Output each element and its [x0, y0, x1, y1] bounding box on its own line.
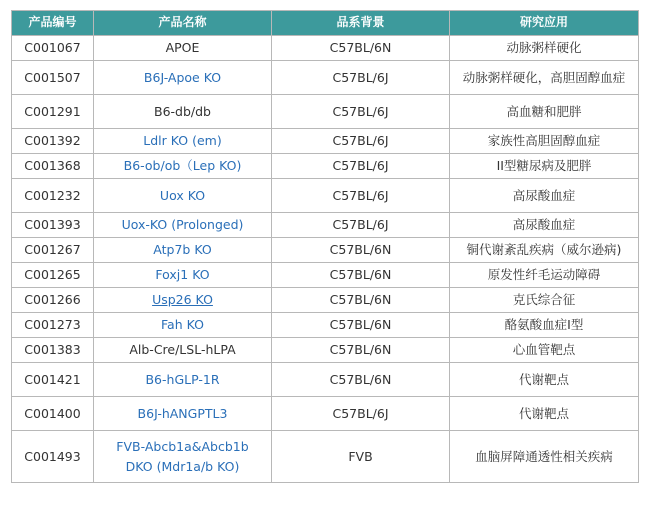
application-cell: [450, 213, 639, 238]
strain: C57BL/6J: [272, 213, 450, 238]
application-cell: [450, 397, 639, 431]
application-cell: [450, 95, 639, 129]
header-strain-background: 品系背景: [272, 11, 450, 36]
product-name-cell: [94, 95, 272, 129]
strain: C57BL/6N: [272, 338, 450, 363]
product-code: C001368: [12, 154, 94, 179]
product-name-cell: [94, 288, 272, 313]
table-row: [12, 154, 639, 179]
strain: FVB: [272, 431, 450, 483]
application-cell: [450, 363, 639, 397]
product-name-link[interactable]: Uox KO: [159, 187, 206, 203]
table-row: [12, 431, 639, 483]
product-code: C001232: [12, 179, 94, 213]
table-row: [12, 397, 639, 431]
product-name-cell: [94, 213, 272, 238]
application: 高尿酸血症: [512, 187, 576, 203]
product-name: Alb-Cre/LSL-hLPA: [129, 342, 236, 357]
product-code: C001067: [12, 36, 94, 61]
application-cell: [450, 36, 639, 61]
application: 心血管靶点: [512, 342, 576, 357]
strain: C57BL/6J: [272, 154, 450, 179]
application-cell: [450, 338, 639, 363]
product-name-cell: [94, 238, 272, 263]
product-code: C001421: [12, 363, 94, 397]
strain: C57BL/6N: [272, 263, 450, 288]
application: II型糖尿病及肥胖: [496, 158, 592, 173]
application-cell: [450, 263, 639, 288]
product-name-link[interactable]: B6-ob/ob（Lep KO): [123, 158, 242, 173]
product-code: C001507: [12, 61, 94, 95]
strain: C57BL/6N: [272, 288, 450, 313]
product-name-link[interactable]: B6J-Apoe KO: [143, 69, 222, 85]
product-code: C001266: [12, 288, 94, 313]
product-code: C001493: [12, 431, 94, 483]
application-cell: [450, 313, 639, 338]
application: 家族性高胆固醇血症: [487, 133, 601, 148]
table-row: [12, 288, 639, 313]
product-table: [11, 10, 639, 483]
product-name-link[interactable]: Ldlr KO (em): [143, 133, 222, 148]
table-row: [12, 263, 639, 288]
application: 铜代谢紊乱疾病（威尔逊病): [466, 242, 622, 257]
application-cell: [450, 179, 639, 213]
product-name-link-line1[interactable]: FVB-Abcb1a&Abcb1b: [116, 438, 249, 454]
application-cell: [450, 238, 639, 263]
application: 动脉粥样硬化，高胆固醇血症: [462, 69, 626, 85]
product-name-cell: [94, 61, 272, 95]
product-name-cell: [94, 263, 272, 288]
product-code: C001383: [12, 338, 94, 363]
product-code: C001265: [12, 263, 94, 288]
table-row: [12, 338, 639, 363]
product-code: C001291: [12, 95, 94, 129]
product-name-cell: [94, 129, 272, 154]
product-code: C001267: [12, 238, 94, 263]
product-name-link[interactable]: Uox-KO (Prolonged): [121, 217, 244, 232]
application: 克氏综合征: [512, 292, 576, 307]
product-name-link[interactable]: B6-hGLP-1R: [145, 371, 220, 387]
product-code: C001392: [12, 129, 94, 154]
application-cell: [450, 154, 639, 179]
strain: C57BL/6N: [272, 313, 450, 338]
strain: C57BL/6N: [272, 238, 450, 263]
table-row: [12, 363, 639, 397]
application: 酪氨酸血症Ⅰ型: [504, 317, 584, 332]
product-name-link[interactable]: Foxj1 KO: [155, 267, 210, 282]
product-name-cell: [94, 363, 272, 397]
product-name-cell: [94, 431, 272, 483]
application-cell: [450, 129, 639, 154]
product-code: C001400: [12, 397, 94, 431]
table-row: [12, 95, 639, 129]
product-name: B6-db/db: [154, 103, 211, 119]
product-code: C001273: [12, 313, 94, 338]
table-row: [12, 179, 639, 213]
table-row: [12, 238, 639, 263]
table-row: [12, 129, 639, 154]
application: 高血糖和肥胖: [506, 103, 582, 119]
table-row: [12, 313, 639, 338]
application: 血脑屏障通透性相关疾病: [475, 448, 613, 464]
product-name-link[interactable]: Usp26 KO: [152, 292, 213, 307]
product-name-cell: [94, 36, 272, 61]
table-row: [12, 36, 639, 61]
strain: C57BL/6N: [272, 36, 450, 61]
strain: C57BL/6N: [272, 363, 450, 397]
product-name-cell: [94, 179, 272, 213]
application: 代谢靶点: [518, 371, 569, 387]
strain: C57BL/6J: [272, 129, 450, 154]
table-header-row: [12, 11, 639, 36]
product-name: APOE: [165, 40, 200, 55]
product-name-link-line2[interactable]: DKO (Mdr1a/b KO): [125, 458, 240, 474]
strain: C57BL/6J: [272, 179, 450, 213]
header-product-name: 产品名称: [94, 11, 272, 36]
application-cell: [450, 61, 639, 95]
product-name-cell: [94, 397, 272, 431]
product-name-link[interactable]: B6J-hANGPTL3: [137, 405, 228, 421]
product-code: C001393: [12, 213, 94, 238]
table-row: [12, 213, 639, 238]
product-name-link[interactable]: Fah KO: [161, 317, 204, 332]
application-cell: [450, 288, 639, 313]
product-name-cell: [94, 154, 272, 179]
application: 代谢靶点: [518, 405, 569, 421]
strain: C57BL/6J: [272, 61, 450, 95]
product-name-cell: [94, 313, 272, 338]
product-name-link[interactable]: Atp7b KO: [153, 242, 212, 257]
product-name-cell: [94, 338, 272, 363]
strain: C57BL/6J: [272, 397, 450, 431]
application: 原发性纤毛运动障碍: [487, 267, 601, 282]
strain: C57BL/6J: [272, 95, 450, 129]
header-research-application: 研究应用: [450, 11, 639, 36]
application: 动脉粥样硬化: [506, 40, 582, 55]
application-cell: [450, 431, 639, 483]
header-product-code: 产品编号: [12, 11, 94, 36]
application: 高尿酸血症: [512, 217, 576, 232]
table-row: [12, 61, 639, 95]
